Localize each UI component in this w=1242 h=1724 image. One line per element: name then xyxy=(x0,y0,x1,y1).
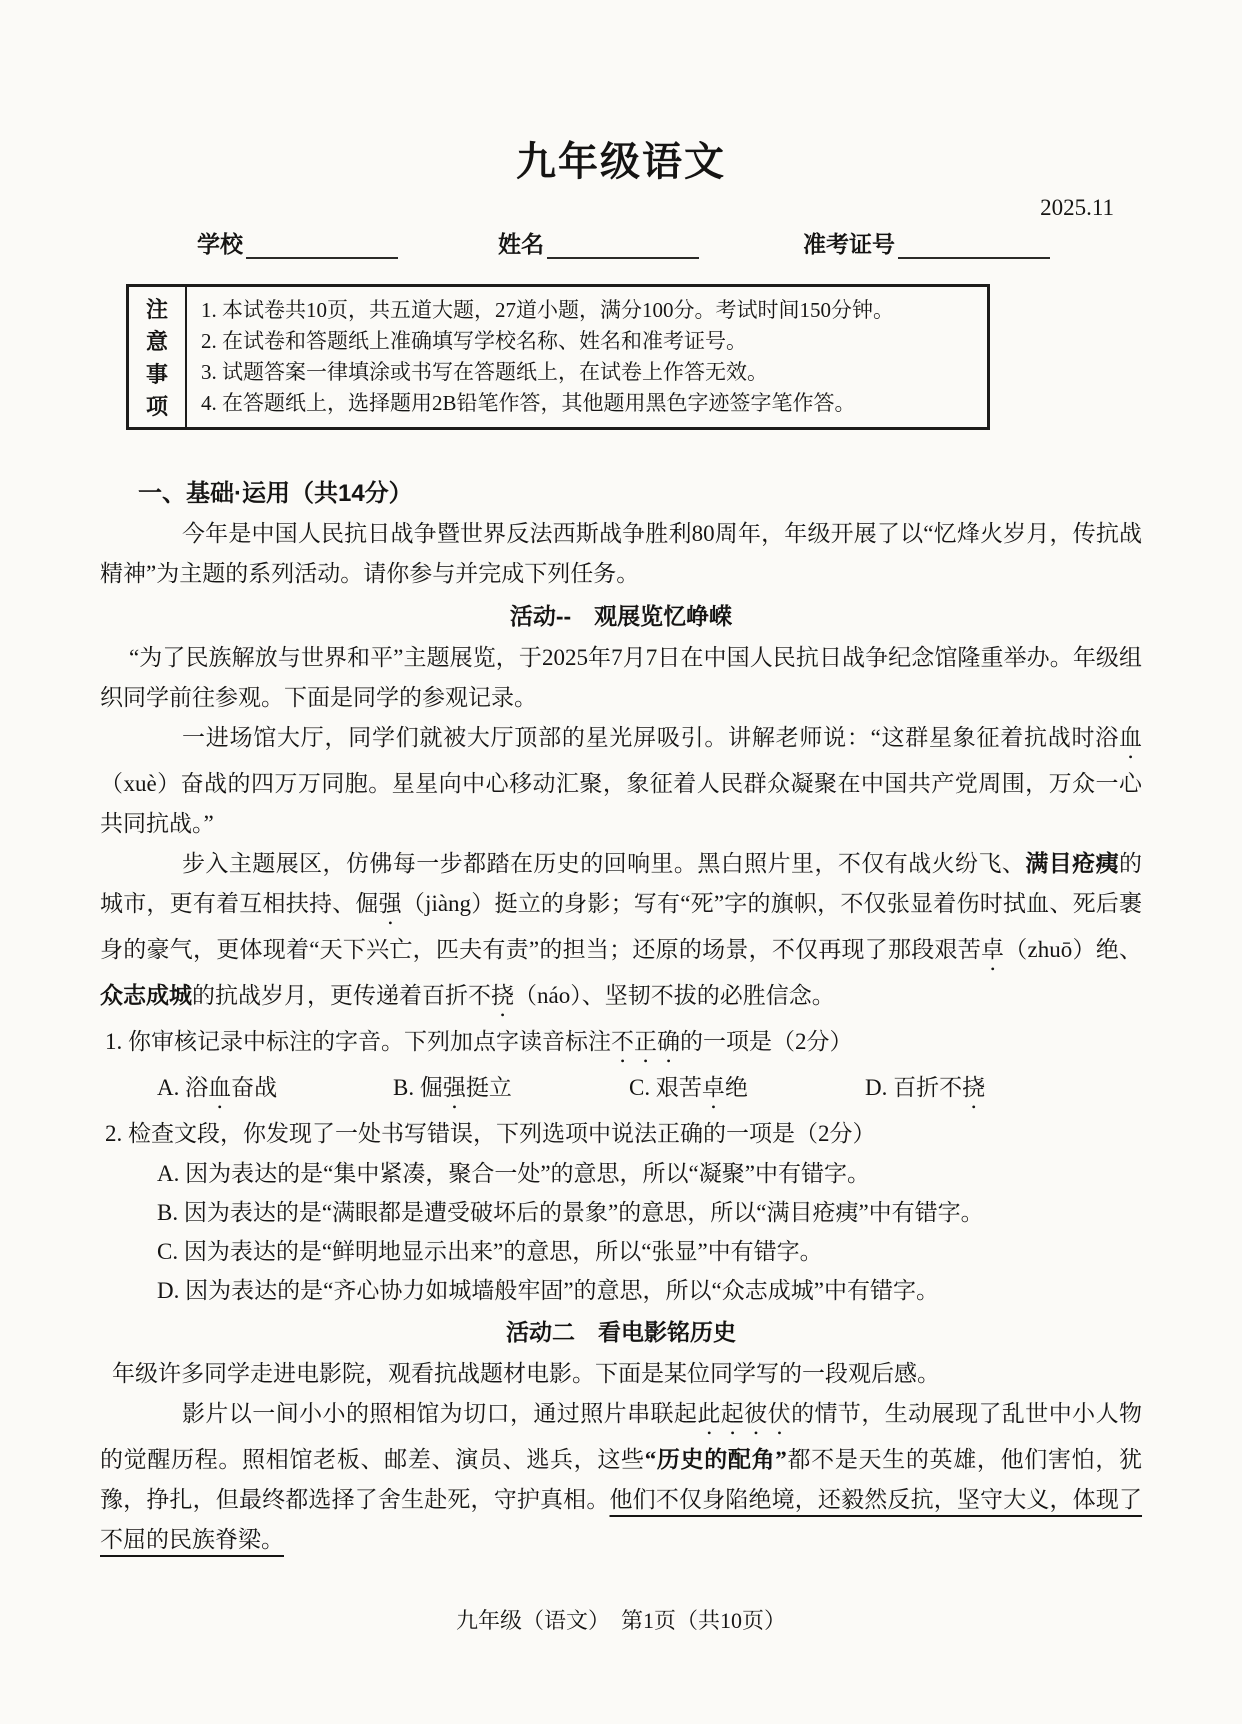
student-info-row xyxy=(100,226,1142,262)
question-1-stem: 1. 你审核记录中标注的字音。下列加点字读音标注不正确的一项是（2分） xyxy=(105,1029,853,1054)
field-ticket-label: 准考证号 xyxy=(803,232,895,257)
q2-option-a: A. 因为表达的是“集中紧凑，聚合一处”的意思，所以“凝聚”中有错字。 xyxy=(157,1161,870,1186)
field-ticket xyxy=(803,226,1050,259)
q1-option-a: A. 浴血奋战 xyxy=(157,1075,278,1100)
record-paragraph-2: 步入主题展区，仿佛每一步都踏在历史的回响里。黑白照片里，不仅有战火纷飞、满目疮痍的城市，更有着互相扶持、倔强（jiàng）挺立的身影；写有“死”字的旗帜，不仅张显着伤时拭血、死后裹身的豪气，更体现着“天下兴亡，匹夫有责”的担当；还原的场景，不仅再现了那段艰苦卓（zhuō）绝、众志成城的抗战岁月，更传递着百折不挠（náo）、坚韧不拔的必胜信念。 xyxy=(100,851,1143,1008)
record-paragraph-1: 一进场馆大厅，同学们就被大厅顶部的星光屏吸引。讲解老师说：“这群星象征着抗战时浴血（xuè）奋战的四万万同胞。星星向中心移动汇聚，象征着人民群众凝聚在中国共产党周围，万众一心共同抗战。” xyxy=(100,725,1142,836)
ticket-blank-line xyxy=(898,231,1050,259)
q2-option-c: C. 因为表达的是“鲜明地显示出来”的意思，所以“张显”中有错字。 xyxy=(157,1239,823,1264)
q1-option-b: B. 倔强挺立 xyxy=(393,1075,512,1100)
notice-sidebar xyxy=(129,287,187,427)
activity2-heading: 活动二 看电影铭历史 xyxy=(506,1319,736,1345)
section-heading: 一、基础·运用（共14分） xyxy=(138,480,413,507)
notice-box xyxy=(126,284,990,430)
notice-item-1: 1. 本试卷共10页，共五道大题，27道小题，满分100分。考试时间150分钟。 xyxy=(201,298,894,322)
q1-option-d: D. 百折不挠 xyxy=(865,1075,986,1100)
question-2-stem: 2. 检查文段，你发现了一处书写错误，下列选项中说法正确的一项是（2分） xyxy=(105,1121,876,1146)
notice-sidebar-char: 注 xyxy=(145,296,168,322)
exam-date: 2025.11 xyxy=(1040,195,1114,220)
activity1-heading: 活动-- 观展览忆峥嵘 xyxy=(509,603,733,629)
q2-option-d: D. 因为表达的是“齐心协力如城墙般牢固”的意思，所以“众志成城”中有错字。 xyxy=(157,1278,939,1303)
notice-item-4: 4. 在答题纸上，选择题用2B铅笔作答，其他题用黑色字迹签字笔作答。 xyxy=(201,391,856,415)
activity2-intro: 年级许多同学走进电影院，观看抗战题材电影。下面是某位同学写的一段观后感。 xyxy=(112,1361,940,1386)
notice-sidebar-char: 意 xyxy=(145,329,168,355)
activity1-intro: “为了民族解放与世界和平”主题展览，于2025年7月7日在中国人民抗日战争纪念馆隆重举办。年级组织同学前往参观。下面是同学的参观记录。 xyxy=(100,645,1142,710)
intro-paragraph: 今年是中国人民抗日战争暨世界反法西斯战争胜利80周年，年级开展了以“忆烽火岁月，传抗战精神”为主题的系列活动。请你参与并完成下列任务。 xyxy=(100,521,1142,586)
name-blank-line xyxy=(547,231,699,259)
notice-sidebar-char: 事 xyxy=(145,361,168,387)
school-blank-line xyxy=(246,231,398,259)
notice-item-2: 2. 在试卷和答题纸上准确填写学校名称、姓名和准考证号。 xyxy=(201,329,747,353)
notice-item-list xyxy=(187,287,987,427)
field-name xyxy=(498,226,699,259)
field-school-label: 学校 xyxy=(197,232,243,257)
review-paragraph: 影片以一间小小的照相馆为切口，通过照片串联起此起彼伏的情节，生动展现了乱世中小人物的觉醒历程。照相馆老板、邮差、演员、逃兵，这些“历史的配角”都不是天生的英雄，他们害怕，犹豫，挣扎，但最终都选择了舍生赴死，守护真相。他们不仅身陷绝境，还毅然反抗，坚守大义，体现了不屈的民族脊梁。 xyxy=(100,1401,1143,1552)
question-1-options xyxy=(157,1068,1142,1114)
field-name-label: 姓名 xyxy=(498,232,544,257)
page-footer: 九年级（语文） 第1页（共10页） xyxy=(455,1608,786,1633)
page-title: 九年级语文 xyxy=(516,139,726,184)
notice-sidebar-char: 项 xyxy=(145,394,168,420)
field-school xyxy=(197,226,398,259)
q1-option-c: C. 艰苦卓绝 xyxy=(629,1075,748,1100)
notice-item-3: 3. 试题答案一律填涂或书写在答题纸上，在试卷上作答无效。 xyxy=(201,360,768,384)
q2-option-b: B. 因为表达的是“满眼都是遭受破坏后的景象”的意思，所以“满目疮痍”中有错字。 xyxy=(157,1200,984,1225)
